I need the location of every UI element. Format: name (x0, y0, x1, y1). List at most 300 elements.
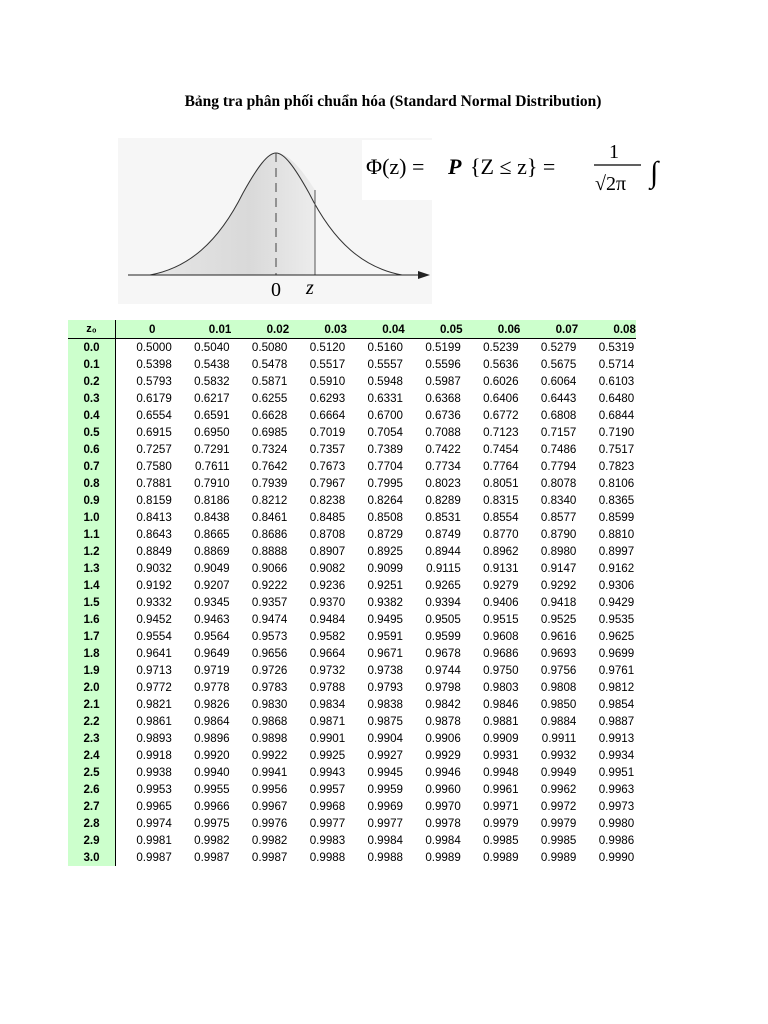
probability-cell: 0.9686 (483, 647, 519, 660)
probability-cell: 0.9901 (309, 732, 346, 745)
probability-cell: 0.9878 (425, 715, 461, 728)
probability-cell: 0.5080 (251, 341, 288, 354)
probability-cell: 0.8554 (483, 511, 519, 524)
probability-cell: 0.9484 (309, 613, 346, 626)
probability-cell: 0.9987 (251, 851, 288, 864)
probability-cell: 0.9981 (136, 834, 172, 847)
probability-cell: 0.5871 (251, 375, 288, 388)
probability-cell: 0.9115 (426, 562, 461, 575)
probability-cell: 0.9951 (598, 766, 635, 779)
table-row (68, 424, 636, 441)
probability-cell: 0.9943 (309, 766, 346, 779)
probability-cell: 0.6217 (194, 392, 230, 405)
probability-cell: 0.9990 (598, 851, 635, 864)
probability-cell: 0.8599 (598, 511, 635, 524)
table-row (68, 492, 636, 509)
table-row (68, 407, 636, 424)
probability-cell: 0.8485 (309, 511, 346, 524)
probability-cell: 0.9984 (367, 834, 403, 847)
probability-cell: 0.9082 (309, 562, 346, 575)
table-row (68, 509, 636, 526)
z-row-label: 0.7 (68, 458, 115, 475)
table-row (68, 594, 636, 611)
probability-cell: 0.6628 (251, 409, 288, 422)
probability-cell: 0.8643 (136, 528, 172, 541)
probability-cell: 0.9976 (251, 817, 288, 830)
probability-cell: 0.8106 (598, 477, 635, 490)
probability-cell: 0.7088 (425, 426, 461, 439)
z-row-label: 0.4 (68, 407, 115, 424)
column-header: 0.02 (232, 320, 290, 339)
probability-cell: 0.9394 (425, 596, 461, 609)
probability-cell: 0.9987 (136, 851, 172, 864)
table-row (68, 849, 636, 866)
probability-cell: 0.9985 (540, 834, 577, 847)
probability-cell: 0.9406 (483, 596, 519, 609)
probability-cell: 0.9973 (598, 800, 635, 813)
probability-cell: 0.9032 (136, 562, 172, 575)
probability-cell: 0.9961 (483, 783, 519, 796)
z-row-label: 2.7 (68, 798, 115, 815)
z-row-label: 3.0 (68, 849, 115, 866)
probability-cell: 0.9920 (194, 749, 230, 762)
probability-cell: 0.7642 (251, 460, 288, 473)
probability-cell: 0.7910 (194, 477, 230, 490)
probability-cell: 0.6736 (425, 409, 461, 422)
probability-cell: 0.5987 (425, 375, 461, 388)
probability-cell: 0.6179 (136, 392, 172, 405)
probability-cell: 0.9599 (425, 630, 461, 643)
probability-cell: 0.9535 (598, 613, 635, 626)
probability-cell: 0.9616 (540, 630, 577, 643)
probability-cell: 0.7794 (540, 460, 577, 473)
probability-cell: 0.7881 (136, 477, 172, 490)
table-row (68, 832, 636, 849)
table-row (68, 560, 636, 577)
table-row (68, 543, 636, 560)
probability-cell: 0.9812 (598, 681, 635, 694)
probability-cell: 0.9887 (598, 715, 635, 728)
probability-cell: 0.8461 (251, 511, 288, 524)
probability-cell: 0.9625 (598, 630, 635, 643)
probability-cell: 0.9162 (598, 562, 635, 575)
probability-cell: 0.9904 (367, 732, 403, 745)
probability-cell: 0.9842 (425, 698, 461, 711)
table-row (68, 356, 636, 373)
probability-cell: 0.9965 (136, 800, 172, 813)
table-row (68, 628, 636, 645)
probability-cell: 0.7517 (598, 443, 635, 456)
probability-cell: 0.9826 (194, 698, 230, 711)
table-row (68, 781, 636, 798)
column-header: 0.04 (347, 320, 405, 339)
z-row-label: 0.5 (68, 424, 115, 441)
probability-cell: 0.6772 (483, 409, 519, 422)
table-body (68, 339, 636, 867)
probability-cell: 0.8869 (194, 545, 230, 558)
probability-cell: 0.9732 (309, 664, 346, 677)
probability-cell: 0.9909 (483, 732, 519, 745)
integral-sign: ∫ (650, 156, 659, 189)
z-row-label: 2.3 (68, 730, 115, 747)
probability-cell: 0.7823 (598, 460, 635, 473)
probability-cell: 0.8212 (251, 494, 288, 507)
probability-cell: 0.5557 (367, 358, 403, 371)
probability-cell: 0.8078 (540, 477, 577, 490)
probability-cell: 0.8023 (425, 477, 461, 490)
z-column-header: z₀ (68, 320, 115, 339)
probability-cell: 0.6064 (540, 375, 577, 388)
z-row-label: 0.8 (68, 475, 115, 492)
z-row-label: 2.8 (68, 815, 115, 832)
probability-cell: 0.9222 (251, 579, 288, 592)
probability-cell: 0.9975 (194, 817, 230, 830)
table-row (68, 390, 636, 407)
z-row-label: 2.6 (68, 781, 115, 798)
probability-cell: 0.9940 (194, 766, 230, 779)
probability-cell: 0.8708 (309, 528, 346, 541)
probability-cell: 0.9664 (309, 647, 346, 660)
table-row (68, 798, 636, 815)
probability-cell: 0.9864 (194, 715, 230, 728)
probability-cell: 0.7486 (540, 443, 577, 456)
probability-cell: 0.9875 (367, 715, 403, 728)
probability-cell: 0.9279 (483, 579, 519, 592)
probability-cell: 0.9808 (540, 681, 577, 694)
probability-cell: 0.9788 (309, 681, 346, 694)
column-header: 0.07 (521, 320, 579, 339)
probability-cell: 0.5714 (598, 358, 635, 371)
probability-cell: 0.8665 (194, 528, 230, 541)
probability-cell: 0.5948 (367, 375, 403, 388)
probability-cell: 0.9066 (251, 562, 288, 575)
probability-cell: 0.9713 (136, 664, 172, 677)
probability-cell: 0.8577 (540, 511, 577, 524)
probability-cell: 0.9966 (194, 800, 230, 813)
probability-cell: 0.9236 (309, 579, 346, 592)
z-row-label: 0.0 (68, 339, 115, 357)
column-header: 0.01 (174, 320, 232, 339)
column-header: 0.08 (578, 320, 636, 339)
probability-cell: 0.9953 (136, 783, 172, 796)
z-row-label: 1.8 (68, 645, 115, 662)
table-row (68, 815, 636, 832)
probability-cell: 0.9429 (598, 596, 635, 609)
probability-cell: 0.5398 (136, 358, 172, 371)
probability-cell: 0.5596 (425, 358, 461, 371)
table-row (68, 730, 636, 747)
probability-cell: 0.9971 (483, 800, 519, 813)
probability-cell: 0.6443 (540, 392, 577, 405)
probability-cell: 0.6591 (194, 409, 230, 422)
probability-cell: 0.9744 (425, 664, 461, 677)
probability-cell: 0.9671 (367, 647, 403, 660)
probability-cell: 0.7054 (367, 426, 403, 439)
probability-cell: 0.9049 (194, 562, 230, 575)
table-row (68, 645, 636, 662)
probability-cell: 0.8264 (367, 494, 403, 507)
probability-cell: 0.9988 (367, 851, 403, 864)
probability-cell: 0.9778 (194, 681, 230, 694)
probability-cell: 0.9332 (136, 596, 172, 609)
probability-cell: 0.8508 (367, 511, 403, 524)
probability-cell: 0.9192 (136, 579, 172, 592)
probability-cell: 0.9452 (136, 613, 172, 626)
probability-cell: 0.9977 (309, 817, 346, 830)
z-row-label: 1.3 (68, 560, 115, 577)
probability-cell: 0.6331 (367, 392, 403, 405)
probability-cell: 0.9756 (540, 664, 577, 677)
probability-cell: 0.9938 (136, 766, 172, 779)
probability-cell: 0.7704 (367, 460, 403, 473)
probability-cell: 0.7157 (540, 426, 577, 439)
probability-cell: 0.9980 (598, 817, 635, 830)
probability-cell: 0.9927 (367, 749, 403, 762)
probability-cell: 0.7291 (194, 443, 230, 456)
formula-p: P (448, 154, 462, 179)
probability-cell: 0.5040 (194, 341, 230, 354)
probability-cell: 0.9987 (194, 851, 230, 864)
probability-cell: 0.9868 (251, 715, 288, 728)
probability-cell: 0.8770 (483, 528, 519, 541)
table-row (68, 696, 636, 713)
probability-cell: 0.9861 (136, 715, 172, 728)
probability-cell: 0.8997 (598, 545, 635, 558)
probability-cell: 0.8790 (540, 528, 577, 541)
probability-cell: 0.9955 (194, 783, 230, 796)
probability-cell: 0.9983 (309, 834, 346, 847)
probability-cell: 0.9793 (367, 681, 403, 694)
probability-cell: 0.5279 (540, 341, 577, 354)
probability-cell: 0.8907 (309, 545, 346, 558)
probability-cell: 0.5832 (194, 375, 230, 388)
probability-cell: 0.9979 (540, 817, 577, 830)
probability-cell: 0.5478 (251, 358, 288, 371)
probability-cell: 0.8729 (367, 528, 403, 541)
probability-cell: 0.9649 (194, 647, 230, 660)
probability-cell: 0.6026 (483, 375, 519, 388)
probability-cell: 0.9970 (425, 800, 461, 813)
table-row (68, 441, 636, 458)
probability-cell: 0.6950 (194, 426, 230, 439)
probability-cell: 0.9989 (425, 851, 461, 864)
probability-cell: 0.9959 (367, 783, 403, 796)
table-row (68, 577, 636, 594)
table-row (68, 526, 636, 543)
probability-cell: 0.9982 (194, 834, 230, 847)
probability-cell: 0.5160 (367, 341, 403, 354)
probability-cell: 0.9946 (425, 766, 461, 779)
formula-denominator: √2π (595, 173, 627, 195)
probability-cell: 0.8438 (194, 511, 230, 524)
z-row-label: 2.2 (68, 713, 115, 730)
probability-cell: 0.8962 (483, 545, 519, 558)
probability-cell: 0.9554 (136, 630, 172, 643)
probability-cell: 0.9591 (367, 630, 403, 643)
probability-cell: 0.9370 (309, 596, 346, 609)
probability-cell: 0.7019 (309, 426, 346, 439)
probability-cell: 0.8238 (309, 494, 346, 507)
probability-cell: 0.9884 (540, 715, 577, 728)
probability-cell: 0.9982 (251, 834, 288, 847)
probability-cell: 0.7190 (598, 426, 635, 439)
probability-cell: 0.9750 (483, 664, 519, 677)
probability-cell: 0.9945 (367, 766, 403, 779)
z-label: z (306, 277, 314, 299)
probability-cell: 0.9357 (251, 596, 288, 609)
probability-cell: 0.9251 (367, 579, 403, 592)
probability-cell: 0.9131 (483, 562, 519, 575)
probability-cell: 0.9573 (251, 630, 288, 643)
probability-cell: 0.7324 (251, 443, 288, 456)
table-row (68, 679, 636, 696)
probability-cell: 0.9582 (309, 630, 346, 643)
probability-cell: 0.9838 (367, 698, 403, 711)
probability-cell: 0.9898 (251, 732, 288, 745)
page-title: Bảng tra phân phối chuẩn hóa (Standard Normal Distribution) (184, 93, 602, 110)
table-row (68, 662, 636, 679)
probability-cell: 0.9974 (136, 817, 172, 830)
probability-cell: 0.8413 (136, 511, 172, 524)
probability-cell: 0.9147 (540, 562, 577, 575)
probability-cell: 0.9463 (194, 613, 230, 626)
probability-cell: 0.9608 (483, 630, 519, 643)
z-row-label: 0.3 (68, 390, 115, 407)
probability-cell: 0.8289 (425, 494, 461, 507)
probability-cell: 0.6368 (425, 392, 461, 405)
probability-cell: 0.5517 (309, 358, 346, 371)
z-row-label: 0.9 (68, 492, 115, 509)
table-row (68, 764, 636, 781)
probability-cell: 0.9761 (598, 664, 635, 677)
probability-cell: 0.7580 (136, 460, 172, 473)
probability-cell: 0.7995 (367, 477, 403, 490)
probability-cell: 0.5239 (483, 341, 519, 354)
probability-cell: 0.9962 (540, 783, 577, 796)
probability-cell: 0.9719 (194, 664, 230, 677)
probability-cell: 0.9292 (540, 579, 577, 592)
probability-cell: 0.6700 (367, 409, 403, 422)
probability-cell: 0.9948 (483, 766, 519, 779)
probability-cell: 0.9932 (540, 749, 577, 762)
probability-cell: 0.7257 (136, 443, 172, 456)
probability-cell: 0.9972 (540, 800, 577, 813)
probability-cell: 0.9474 (251, 613, 288, 626)
probability-cell: 0.9956 (251, 783, 288, 796)
probability-cell: 0.7764 (483, 460, 519, 473)
probability-cell: 0.9803 (483, 681, 519, 694)
probability-cell: 0.5793 (136, 375, 172, 388)
probability-cell: 0.9984 (425, 834, 461, 847)
probability-cell: 0.9986 (598, 834, 635, 847)
probability-cell: 0.9977 (367, 817, 403, 830)
probability-cell: 0.6915 (136, 426, 172, 439)
probability-cell: 0.9798 (425, 681, 461, 694)
z-row-label: 2.5 (68, 764, 115, 781)
z-row-label: 1.0 (68, 509, 115, 526)
z-row-label: 1.5 (68, 594, 115, 611)
probability-cell: 0.9678 (425, 647, 461, 660)
table-row (68, 747, 636, 764)
probability-cell: 0.5910 (309, 375, 346, 388)
probability-cell: 0.9941 (251, 766, 288, 779)
probability-cell: 0.9772 (136, 681, 172, 694)
probability-cell: 0.9693 (540, 647, 577, 660)
z-row-label: 2.9 (68, 832, 115, 849)
probability-cell: 0.7939 (251, 477, 288, 490)
probability-cell: 0.9871 (309, 715, 346, 728)
probability-cell: 0.9306 (598, 579, 635, 592)
z-row-label: 0.6 (68, 441, 115, 458)
probability-cell: 0.9978 (425, 817, 461, 830)
probability-cell: 0.9896 (194, 732, 230, 745)
z-row-label: 1.1 (68, 526, 115, 543)
probability-cell: 0.9382 (367, 596, 403, 609)
probability-cell: 0.9989 (483, 851, 519, 864)
probability-cell: 0.9525 (540, 613, 577, 626)
table-row (68, 373, 636, 390)
probability-cell: 0.8340 (540, 494, 577, 507)
table-row (68, 475, 636, 492)
probability-cell: 0.9963 (598, 783, 635, 796)
probability-cell: 0.9931 (483, 749, 519, 762)
probability-cell: 0.8686 (251, 528, 288, 541)
probability-cell: 0.9345 (194, 596, 230, 609)
probability-cell: 0.9906 (425, 732, 461, 745)
origin-label: 0 (271, 279, 281, 301)
probability-cell: 0.9505 (425, 613, 461, 626)
z-row-label: 0.1 (68, 356, 115, 373)
cdf-formula (362, 140, 662, 200)
probability-cell: 0.6844 (598, 409, 635, 422)
probability-cell: 0.5000 (136, 341, 172, 354)
probability-cell: 0.7454 (483, 443, 519, 456)
formula-set: {Z ≤ z} = (470, 154, 556, 179)
z-row-label: 1.2 (68, 543, 115, 560)
probability-cell: 0.9834 (309, 698, 346, 711)
probability-cell: 0.9099 (367, 562, 403, 575)
z-row-label: 1.7 (68, 628, 115, 645)
probability-cell: 0.9850 (540, 698, 577, 711)
probability-cell: 0.9922 (251, 749, 288, 762)
probability-cell: 0.7611 (194, 460, 230, 473)
probability-cell: 0.5199 (425, 341, 461, 354)
probability-cell: 0.7123 (483, 426, 519, 439)
probability-cell: 0.9918 (136, 749, 172, 762)
probability-cell: 0.9699 (598, 647, 635, 660)
probability-cell: 0.6406 (483, 392, 519, 405)
probability-cell: 0.9881 (483, 715, 519, 728)
probability-cell: 0.9207 (194, 579, 230, 592)
probability-cell: 0.6255 (251, 392, 288, 405)
probability-cell: 0.8365 (598, 494, 635, 507)
probability-cell: 0.9934 (598, 749, 635, 762)
column-header: 0.05 (405, 320, 463, 339)
z-row-label: 0.2 (68, 373, 115, 390)
probability-cell: 0.8186 (194, 494, 230, 507)
z-row-label: 2.1 (68, 696, 115, 713)
probability-cell: 0.8925 (367, 545, 403, 558)
probability-cell: 0.9656 (251, 647, 288, 660)
probability-cell: 0.9495 (367, 613, 403, 626)
probability-cell: 0.9564 (194, 630, 230, 643)
probability-cell: 0.9929 (425, 749, 461, 762)
probability-cell: 0.8749 (425, 528, 461, 541)
z-row-label: 2.4 (68, 747, 115, 764)
probability-cell: 0.8531 (425, 511, 461, 524)
probability-cell: 0.9913 (598, 732, 635, 745)
probability-cell: 0.5120 (309, 341, 346, 354)
